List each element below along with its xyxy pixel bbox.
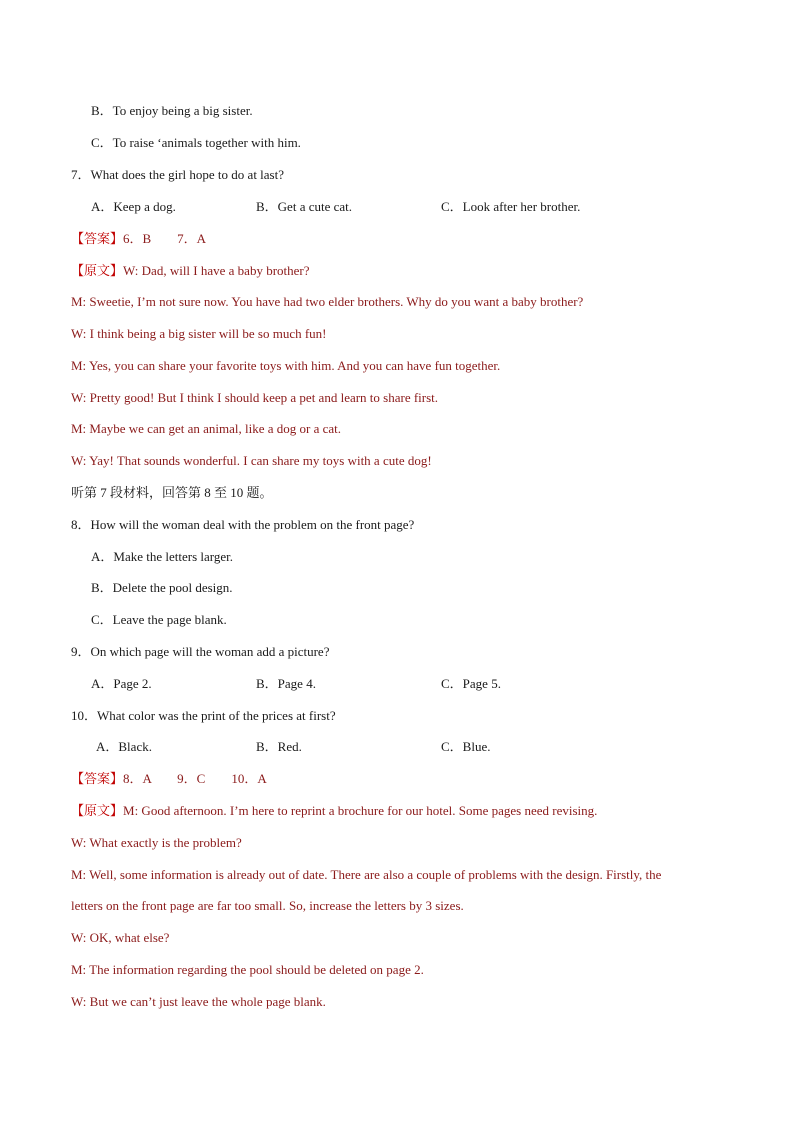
answer-tag: 【答案】 xyxy=(71,771,124,786)
transcript-tag: 【原文】 xyxy=(71,803,124,818)
q8-option-b: B．Delete the pool design. xyxy=(91,580,233,595)
q10-question: 10．What color was the print of the prices at first? xyxy=(71,708,336,723)
answer-text: 8．A 9．C 10．A xyxy=(123,771,267,786)
answer-tag: 【答案】 xyxy=(71,231,124,246)
q9-option-b: B．Page 4. xyxy=(256,676,316,691)
section-instruction: 听第 7 段材料，回答第 8 至 10 题。 xyxy=(71,485,273,500)
q10-option-c: C．Blue. xyxy=(441,739,491,754)
transcript1-line-5: M: Maybe we can get an animal, like a dog or a cat. xyxy=(71,421,342,436)
q10-options xyxy=(0,738,794,756)
q10-option-b: B．Red. xyxy=(256,739,302,754)
q7-option-b: B．Get a cute cat. xyxy=(256,199,353,214)
q6-option-c: C．To raise ‘animals together with him. xyxy=(91,135,301,150)
q6-option-b: B．To enjoy being a big sister. xyxy=(91,103,253,118)
q8-option-a: A．Make the letters larger. xyxy=(91,549,233,564)
q10-option-a: A．Black. xyxy=(96,739,152,754)
transcript2-line-0 xyxy=(71,802,597,820)
q8-option-c: C．Leave the page blank. xyxy=(91,612,227,627)
transcript1-line-4: W: Pretty good! But I think I should keep a pet and learn to share first. xyxy=(71,390,439,405)
q7-option-a: A．Keep a dog. xyxy=(91,199,176,214)
transcript2-line-5: M: The information regarding the pool should be deleted on page 2. xyxy=(71,962,424,977)
transcript2-line-1: W: What exactly is the problem? xyxy=(71,835,242,850)
transcript1-line-1: M: Sweetie, I’m not sure now. You have had two elder brothers. Why do you want a baby brother? xyxy=(71,294,584,309)
transcript2-line-4: W: OK, what else? xyxy=(71,930,170,945)
answer-text: 6．B 7．A xyxy=(123,231,207,246)
q9-option-c: C．Page 5. xyxy=(441,676,501,691)
transcript1-line-2: W: I think being a big sister will be so much fun! xyxy=(71,326,327,341)
transcript1-line-0 xyxy=(71,262,310,280)
answer-block-1 xyxy=(71,230,206,248)
transcript1-line-6: W: Yay! That sounds wonderful. I can share my toys with a cute dog! xyxy=(71,453,432,468)
transcript-text: W: Dad, will I have a baby brother? xyxy=(123,263,310,278)
q9-options xyxy=(0,675,794,693)
transcript2-line-6: W: But we can’t just leave the whole page blank. xyxy=(71,994,326,1009)
answer-block-2 xyxy=(71,770,267,788)
q7-options xyxy=(0,198,794,216)
q9-question: 9．On which page will the woman add a picture? xyxy=(71,644,330,659)
q8-question: 8．How will the woman deal with the problem on the front page? xyxy=(71,517,415,532)
transcript2-line-3: letters on the front page are far too small. So, increase the letters by 3 sizes. xyxy=(71,898,464,913)
transcript1-line-3: M: Yes, you can share your favorite toys with him. And you can have fun together. xyxy=(71,358,501,373)
q7-question: 7．What does the girl hope to do at last? xyxy=(71,167,285,182)
transcript-text: M: Good afternoon. I’m here to reprint a brochure for our hotel. Some pages need revising. xyxy=(123,803,598,818)
q7-option-c: C．Look after her brother. xyxy=(441,199,581,214)
transcript2-line-2: M: Well, some information is already out of date. There are also a couple of problems with the design. Firstly, the xyxy=(71,867,662,882)
transcript-tag: 【原文】 xyxy=(71,263,124,278)
q9-option-a: A．Page 2. xyxy=(91,676,152,691)
